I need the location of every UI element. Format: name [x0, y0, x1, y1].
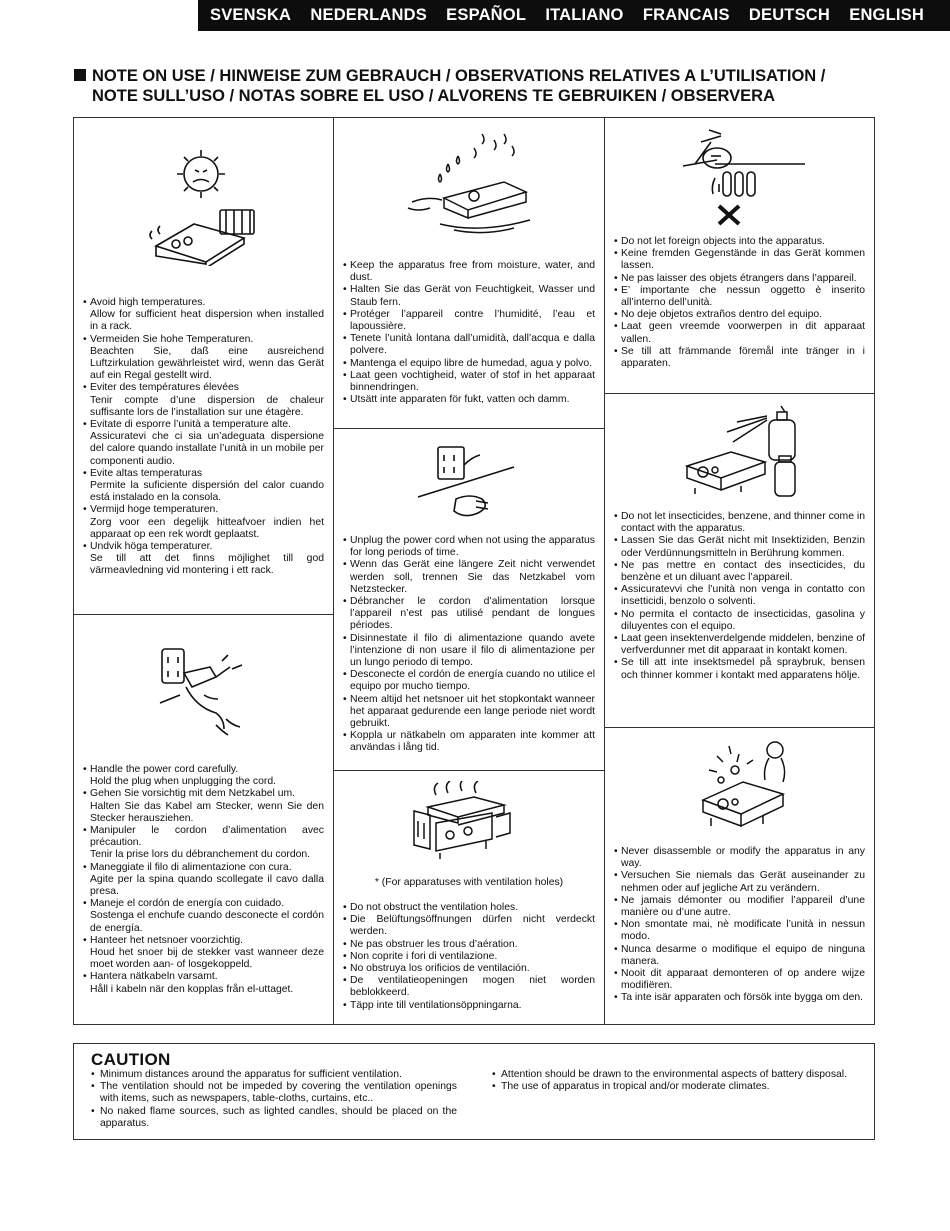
power-cord-detail: Halten Sie das Kabel am Stecker, wenn Sie den Stecker herausziehen.: [90, 800, 324, 824]
disassembled-apparatus-icon: [689, 736, 799, 840]
moisture-list: [343, 260, 595, 406]
insecticides-item: • Ne pas mettre en contact des insecticides, du benzène et un diluant avec l’appareil.: [614, 560, 865, 584]
caution-item: • The ventilation should not be impeded by covering the ventilation openings with items, such as newspapers, table-cloths, curtains, etc..: [91, 1081, 457, 1105]
lang-francais: FRANCAIS: [642, 6, 730, 24]
power-cord-item: • Handle the power cord carefully.: [83, 764, 324, 776]
insecticides-item: • No permita el contacto de insecticidas, gasolina y diluyentes con el equipo.: [614, 609, 865, 633]
power-cord-detail: Hold the plug when unplugging the cord.: [90, 776, 277, 788]
moisture-item: • Keep the apparatus free from moisture, water, and dust.: [343, 260, 595, 284]
column-1: [74, 118, 334, 1024]
ventilation-item: • Ne pas obstruer les trous d’aération.: [343, 939, 595, 951]
unplug-item: • Koppla ur nätkabeln om apparaten inte kommer att användas i lång tid.: [343, 730, 595, 754]
column-2: [334, 118, 605, 1024]
heat-detail: Permite la suficiente dispersión del calor cuando está instalado en la consola.: [90, 480, 324, 504]
spray-cans-apparatus-icon: [681, 400, 811, 506]
unplug-item: • Disinnestate il filo di alimentazione quando avete l’intenzione di non usare il filo di alimentazione per un lungo periodo di tempo.: [343, 633, 595, 670]
ventilation-item: • Non coprite i fori di ventilazione.: [343, 951, 595, 963]
power-cord-list: [83, 764, 324, 996]
ventilation-note: * (For apparatuses with ventilation holes): [374, 877, 564, 888]
disassemble-item: • Never disassemble or modify the apparatus in any way.: [614, 846, 865, 870]
moisture-item: • Laat geen vochtigheid, water of stof in het apparaat binnendringen.: [343, 370, 595, 394]
heat-item: • Vermeiden Sie hohe Temperaturen.: [83, 334, 324, 346]
moisture-item: • Utsätt inte apparaten för fukt, vatten och damm.: [343, 394, 595, 406]
lang-italiano: ITALIANO: [545, 6, 624, 24]
unplug-section: [334, 428, 604, 770]
insecticides-item: • Se till att inte insektsmedel på spraybruk, bensen och thinner kommer i kontakt med apparatens hölje.: [614, 657, 865, 681]
heat-detail: Tenir compte d’une dispersion de chaleur suffisante lors de l’installation sur une étagère.: [90, 394, 324, 418]
coins-pins-no-entry-icon: [679, 124, 805, 228]
unplug-list: [343, 535, 595, 755]
disassemble-item: • Ne jamais démonter ou modifier l’appareil d’une manière ou d’une autre.: [614, 895, 865, 919]
wall-outlet-unplugged-icon: [416, 441, 516, 523]
power-cord-item: • Hantera nätkabeln varsamt.: [83, 971, 324, 983]
heat-section: [74, 118, 333, 614]
title-line-2: NOTE SULL’USO / NOTAS SOBRE EL USO / ALVORENS TE GEBRUIKEN / OBSERVERA: [92, 87, 776, 105]
power-cord-item: • Manipuler le cordon d’alimentation avec précaution.: [83, 825, 324, 849]
heat-detail: Allow for sufficient heat dispersion when installed in a rack.: [90, 309, 324, 333]
unplug-item: • Wenn das Gerät eine längere Zeit nicht verwendet werden soll, trennen Sie das Netzkabel vom Netzstecker.: [343, 559, 595, 596]
heat-item: • Avoid high temperatures.: [83, 297, 324, 309]
page-title: [74, 66, 874, 106]
insecticides-item: • Do not let insecticides, benzene, and thinner come in contact with the apparatus.: [614, 511, 865, 535]
power-cord-item: • Gehen Sie vorsichtig mit dem Netzkabel um.: [83, 788, 324, 800]
power-cord-detail: Agite per la spina quando scollegate il cavo dalla presa.: [90, 873, 324, 898]
caution-item: • No naked flame sources, such as lighted candles, should be placed on the apparatus.: [91, 1106, 457, 1130]
heat-item: • Eviter des températures élevées: [83, 382, 324, 394]
heat-detail: Assicuratevi che ci sia un’adeguata dispersione del calore quando installate l’unità in un mobile per componenti audio.: [90, 431, 324, 467]
ventilation-item: • De ventilatieopeningen mogen niet worden beblokkeerd.: [343, 975, 595, 999]
insecticides-item: • Lassen Sie das Gerät nicht mit Insektiziden, Benzin oder Verdünnungsmitteln in Berührung kommen.: [614, 535, 865, 559]
caution-left-list: [91, 1069, 457, 1130]
square-bullet-icon: [74, 69, 86, 81]
hot-sun-apparatus-icon: [146, 146, 266, 266]
disassemble-item: • Non smontate mai, nè modificate l’unità in nessun modo.: [614, 919, 865, 943]
unplug-item: • Unplug the power cord when not using the apparatus for long periods of time.: [343, 535, 595, 559]
insecticides-list: [614, 511, 865, 682]
unplug-item: • Desconecte el cordón de energía cuando no utilice el equipo por mucho tiempo.: [343, 669, 595, 693]
ventilation-list: [343, 902, 595, 1012]
heat-list: [83, 297, 324, 578]
power-cord-detail: Tenir la prise lors du débranchement du cordon.: [90, 849, 311, 861]
disassemble-item: • Nunca desarme o modifique el equipo de ninguna manera.: [614, 944, 865, 968]
column-3: [605, 118, 874, 1024]
foreign-objects-item: • Do not let foreign objects into the apparatus.: [614, 236, 865, 248]
foreign-objects-item: • No deje objetos extraños dentro del equipo.: [614, 309, 865, 321]
foreign-objects-item: • Laat geen vreemde voorwerpen in dit apparaat vallen.: [614, 321, 865, 345]
caution-item: • Minimum distances around the apparatus for sufficient ventilation.: [91, 1069, 457, 1081]
plug-hand-icon: [156, 643, 256, 743]
lang-deutsch: DEUTSCH: [748, 6, 831, 24]
ventilation-item: • Do not obstruct the ventilation holes.: [343, 902, 595, 914]
power-cord-detail: Sostenga el enchufe cuando desconecte el cordón de energía.: [90, 910, 324, 934]
power-cord-item: • Maneggiate il filo di alimentazione con cura.: [83, 862, 324, 874]
disassemble-section: [605, 727, 874, 1024]
lang-espanol: ESPAÑOL: [446, 6, 527, 24]
caution-heading: CAUTION: [91, 1050, 171, 1069]
lang-english: ENGLISH: [849, 6, 924, 24]
heat-item: • Undvik höga temperaturer.: [83, 541, 324, 553]
disassemble-item: • Nooit dit apparaat demonteren of op andere wijze modifiëren.: [614, 968, 865, 992]
heat-detail: Beachten Sie, daß eine ausreichend Luftzirkulation gewährleistet wird, wenn das Gerät auf ein Regal gestellt wird.: [90, 345, 324, 382]
power-cord-section: [74, 614, 333, 1024]
unplug-item: • Débrancher le cordon d’alimentation lorsque l’appareil n’est pas utilisé pendant de longues périodes.: [343, 596, 595, 633]
lang-nederlands: NEDERLANDS: [310, 6, 427, 24]
foreign-objects-list: [614, 236, 865, 370]
foreign-objects-item: • Keine fremden Gegenstände in das Gerät kommen lassen.: [614, 248, 865, 272]
caution-right-list: [492, 1069, 858, 1093]
foreign-objects-section: [605, 118, 874, 393]
heat-item: • Evite altas temperaturas: [83, 468, 324, 480]
power-cord-item: • Maneje el cordón de energía con cuidado.: [83, 898, 324, 910]
heat-item: • Evitate di esporre l’unità a temperature alte.: [83, 419, 324, 431]
insecticides-item: • Assicuratevvi che l’unità non venga in contatto con insetticidi, benzolo o solventi.: [614, 584, 865, 608]
power-cord-item: • Hanteer het netsnoer voorzichtig.: [83, 935, 324, 947]
moisture-section: [334, 118, 604, 428]
unplug-item: • Neem altijd het netsnoer uit het stopkontakt wanneer het apparaat gedurende een lange periode niet wordt gebruikt.: [343, 694, 595, 731]
heat-item: • Vermijd hoge temperaturen.: [83, 504, 324, 516]
moisture-item: • Mantenga el equipo libre de humedad, agua y polvo.: [343, 358, 595, 370]
foreign-objects-item: • Ne pas laisser des objets étrangers dans l’appareil.: [614, 273, 865, 285]
caution-box: [73, 1043, 875, 1140]
heat-detail: Se till att det finns möjlighet till god värmeavledning vid montering i ett rack.: [90, 553, 324, 577]
moisture-item: • Protéger l’appareil contre l’humidité, l’eau et lapoussière.: [343, 309, 595, 333]
rain-dust-apparatus-icon: [404, 128, 534, 238]
caution-item: • The use of apparatus in tropical and/or moderate climates.: [492, 1081, 858, 1093]
foreign-objects-item: • Se till att främmande föremål inte tränger in i apparaten.: [614, 346, 865, 370]
lang-svenska: SVENSKA: [210, 6, 292, 24]
power-cord-detail: Houd het snoer bij de stekker vast wanneer deze moet worden aan- of losgekoppeld.: [90, 947, 324, 971]
moisture-item: • Tenete l’unità lontana dall’umidità, dall’acqua e dalla polvere.: [343, 333, 595, 357]
disassemble-item: • Versuchen Sie niemals das Gerät auseinander zu nehmen oder auf jegliche Art zu verändern.: [614, 870, 865, 894]
ventilation-item: • No obstruya los orificios de ventilación.: [343, 963, 595, 975]
power-cord-detail: Håll i kabeln när den kopplas från el-uttaget.: [90, 983, 294, 995]
caution-item: • Attention should be drawn to the environmental aspects of battery disposal.: [492, 1069, 858, 1081]
foreign-objects-item: • E’ importante che nessun oggetto è inserito all’interno dell’unità.: [614, 285, 865, 309]
disassemble-item: • Ta inte isär apparaten och försök inte bygga om den.: [614, 992, 865, 1004]
ventilation-section: [334, 770, 604, 1024]
heat-detail: Zorg voor een degelijk hitteafvoer indien het apparaat op een rek wordt geplaatst.: [90, 516, 324, 540]
title-line-1: NOTE ON USE / HINWEISE ZUM GEBRAUCH / OBSERVATIONS RELATIVES A L’UTILISATION /: [92, 67, 826, 85]
ventilation-item: • Die Belüftungsöffnungen dürfen nicht verdeckt werden.: [343, 914, 595, 938]
moisture-item: • Halten Sie das Gerät von Feuchtigkeit, Wasser und Staub fern.: [343, 284, 595, 308]
language-bar: [198, 0, 950, 31]
ventilation-item: • Täpp inte till ventilationsöppningarna.: [343, 1000, 595, 1012]
insecticides-section: [605, 393, 874, 727]
disassemble-list: [614, 846, 865, 1005]
insecticides-item: • Laat geen insektenverdelgende middelen, benzine of verfverdunner met dit apparaat in kontakt komen.: [614, 633, 865, 657]
blocked-vent-apparatus-icon: [406, 781, 516, 863]
notes-grid: [73, 117, 875, 1025]
